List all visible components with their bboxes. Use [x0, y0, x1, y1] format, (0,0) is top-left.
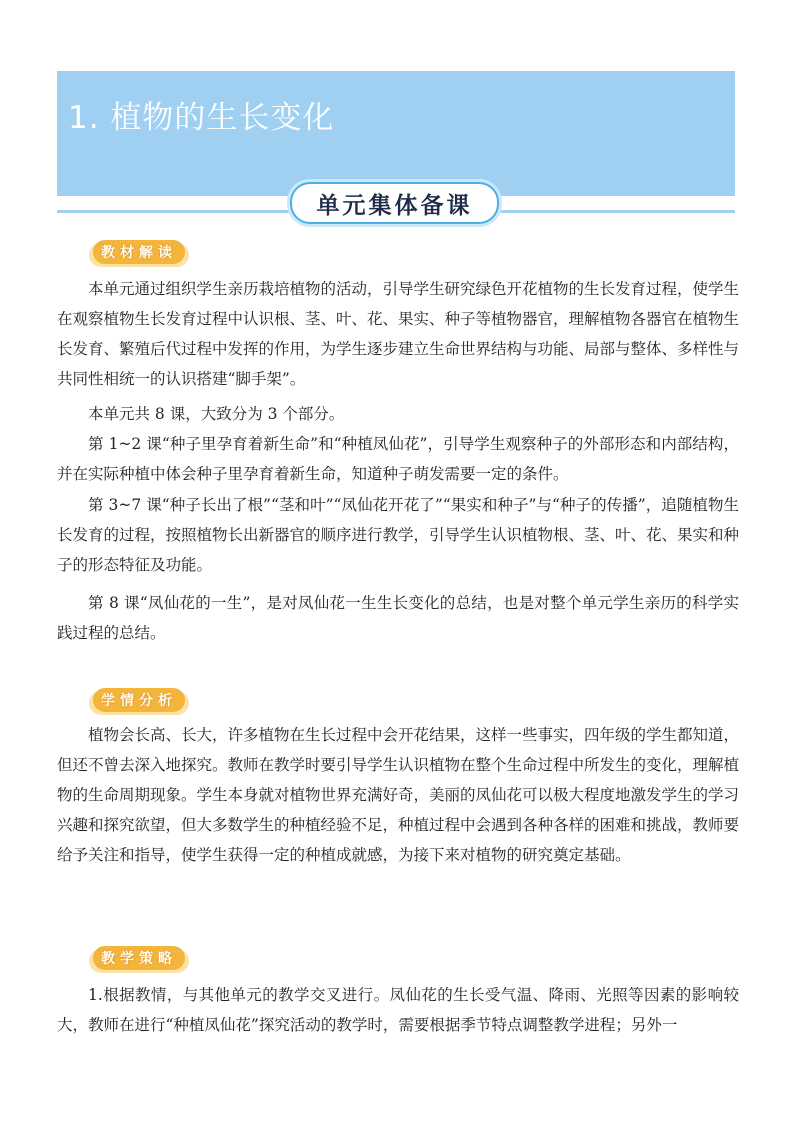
paragraph: 植物会长高、长大，许多植物在生长过程中会开花结果，这样一些事实，四年级的学生都知道，但还不曾去深入地探究。教师在教学时要引导学生认识植物在整个生命过程中所发生的变化，理解植物的生命周期现象。学生本身就对植物世界充满好奇，美丽的凤仙花可以极大程度地激发学生的学习兴趣和探究欲望，但大多数学生的种植经验不足，种植过程中会遇到各种各样的困难和挑战，教师要给予关注和指导，使学生获得一定的种植成就感，为接下来对植物的研究奠定基础。	[57, 726, 740, 864]
paragraph: 第 8 课“凤仙花的一生”，是对凤仙花一生生长变化的总结，也是对整个单元学生亲历的科学实践过程的总结。	[57, 594, 739, 642]
paragraph: 第 3~7 课“种子长出了根”“茎和叶”“凤仙花开花了”“果实和种子”与“种子的传播”，追随植物生长发育的过程，按照植物长出新器官的顺序进行教学，引导学生认识植物根、茎、叶、花、果实和种子的形态特征及功能。	[57, 496, 740, 574]
page-title: 1. 植物的生长变化	[68, 100, 335, 136]
section-tag-textbook: 教材解读	[93, 240, 185, 264]
paragraph: 本单元通过组织学生亲历栽培植物的活动，引导学生研究绿色开花植物的生长发育过程，使学生在观察植物生长发育过程中认识根、茎、叶、花、果实、种子等植物器官，理解植物各器官在植物生长发育、繁殖后代过程中发挥的作用，为学生逐步建立生命世界结构与功能、局部与整体、多样性与共同性相统一的认识搭建“脚手架”。	[57, 280, 740, 388]
section-tag-teaching-strategy: 教学策略	[93, 946, 185, 970]
paragraph: 第 1~2 课“种子里孕育着新生命”和“种植凤仙花”，引导学生观察种子的外部形态和内部结构，并在实际种植中体会种子里孕育着新生命，知道种子萌发需要一定的条件。	[57, 435, 739, 483]
paragraph: 1.根据教情，与其他单元的教学交叉进行。凤仙花的生长受气温、降雨、光照等因素的影响较大，教师在进行“种植凤仙花”探究活动的教学时，需要根据季节特点调整教学进程；另外一	[57, 986, 739, 1034]
paragraph: 本单元共 8 课，大致分为 3 个部分。	[88, 405, 345, 423]
section-label: 单元集体备课	[290, 182, 499, 224]
section-tag-student-analysis: 学情分析	[93, 688, 185, 712]
